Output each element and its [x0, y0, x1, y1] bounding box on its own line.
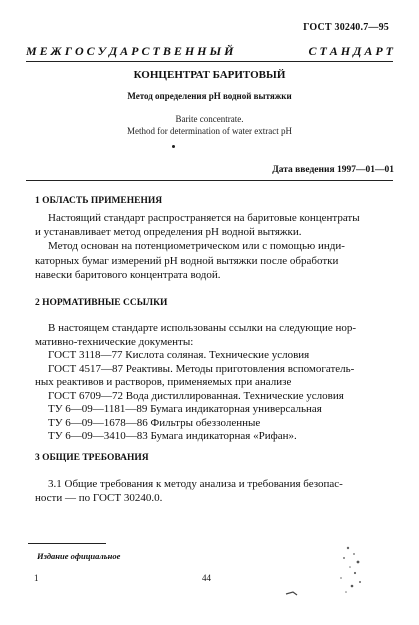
banner-word-interstate: М Е Ж Г О С У Д А Р С Т В Е Н Н Ы Й	[26, 44, 234, 58]
english-title: Barite concentrate.	[175, 114, 244, 124]
scan-mark-icon	[285, 590, 299, 598]
reference-gost-4517: ГОСТ 4517—87 Реактивы. Методы приготовления вспомогатель-	[48, 362, 355, 375]
document-id: ГОСТ 30240.7—95	[303, 22, 389, 33]
banner-word-standard: С Т А Н Д А Р Т	[308, 44, 393, 58]
left-mark: 1	[34, 573, 39, 583]
section-heading-references: 2 НОРМАТИВНЫЕ ССЫЛКИ	[35, 298, 168, 308]
text-line: Метод основан на потенциометрическом или с помощью инди-	[48, 240, 345, 253]
reference-gost-6709: ГОСТ 6709—72 Вода дистиллированная. Технические условия	[48, 389, 344, 402]
scan-noise-icon	[330, 540, 370, 600]
stray-dot	[172, 145, 175, 148]
text-line: ности — по ГОСТ 30240.0.	[35, 492, 163, 505]
section-scope-body	[35, 211, 395, 282]
reference-tu-1181: ТУ 6—09—1181—89 Бумага индикаторная универсальная	[48, 403, 322, 415]
header-rule	[26, 180, 393, 181]
text-line: и устанавливает метод определения pH водной вытяжки.	[35, 226, 302, 239]
text-line: мативно-технические документы:	[35, 335, 194, 348]
reference-tu-1678: ТУ 6—09—1678—86 Фильтры обеззоленные	[48, 416, 261, 429]
reference-tu-3410: ТУ 6—09—3410—83 Бумага индикаторная «Рифан».	[48, 430, 297, 442]
edition-note: Издание официальное	[37, 551, 121, 561]
text-line: ных реактивов и растворов, применяемых при анализе	[35, 376, 292, 388]
page-number: 44	[202, 573, 211, 583]
section-heading-general: 3 ОБЩИЕ ТРЕБОВАНИЯ	[35, 453, 149, 463]
text-line: каторных бумаг измерений pH водной вытяжки после обработки	[35, 254, 339, 267]
english-subtitle: Method for determination of water extract pH	[127, 126, 292, 136]
standard-banner	[26, 44, 393, 59]
text-line: Настоящий стандарт распространяется на баритовые концентраты	[48, 212, 360, 224]
footer-rule	[28, 543, 106, 544]
section-heading-scope: 1 ОБЛАСТЬ ПРИМЕНЕНИЯ	[35, 196, 163, 206]
section-references-body	[35, 322, 405, 444]
intro-date: Дата введения 1997—01—01	[272, 165, 394, 175]
text-line: навески баритового концентрата водой.	[35, 268, 221, 281]
page-title: КОНЦЕНТРАТ БАРИТОВЫЙ	[133, 69, 286, 81]
text-line: В настоящем стандарте использованы ссылки на следующие нор-	[48, 322, 357, 334]
page-subtitle: Метод определения pH водной вытяжки	[127, 91, 292, 101]
text-line: 3.1 Общие требования к методу анализа и требования безопас-	[48, 478, 343, 490]
section-general-body	[35, 477, 395, 505]
reference-gost-3118: ГОСТ 3118—77 Кислота соляная. Технические условия	[48, 349, 310, 361]
banner-rule	[26, 61, 393, 62]
